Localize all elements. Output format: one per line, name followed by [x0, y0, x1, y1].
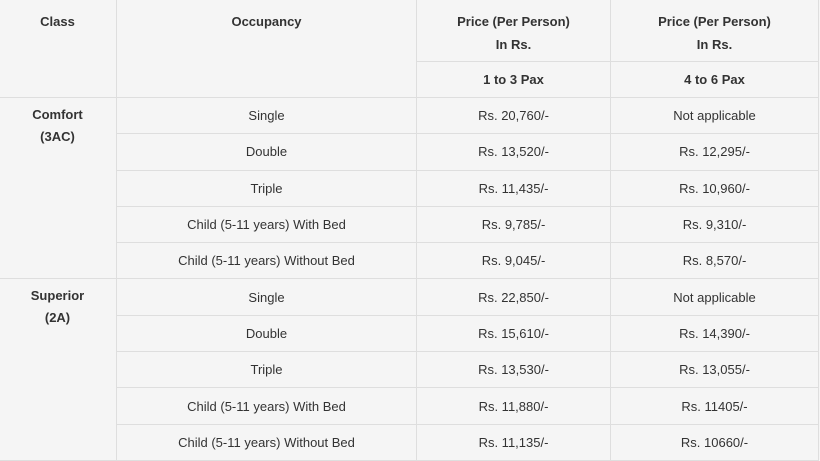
header-price-b-line1: Price (Per Person) — [658, 14, 771, 29]
table-row — [0, 98, 819, 134]
price-4-6-cell: Rs. 10,960/- — [611, 170, 819, 206]
class-cell-comfort — [0, 98, 117, 279]
header-price-a-line1: Price (Per Person) — [457, 14, 570, 29]
price-4-6-cell: Rs. 8,570/- — [611, 243, 819, 279]
price-1-3-cell: Rs. 11,880/- — [417, 388, 611, 424]
header-pax-1-3: 1 to 3 Pax — [417, 62, 611, 98]
occupancy-cell: Single — [117, 98, 417, 134]
price-4-6-cell: Rs. 11405/- — [611, 388, 819, 424]
price-1-3-cell: Rs. 15,610/- — [417, 315, 611, 351]
price-1-3-cell: Rs. 20,760/- — [417, 98, 611, 134]
table-row — [0, 388, 819, 424]
price-4-6-cell: Rs. 12,295/- — [611, 134, 819, 170]
occupancy-cell: Triple — [117, 170, 417, 206]
class-cell-superior — [0, 279, 117, 460]
header-price-b-line2: In Rs. — [696, 37, 733, 52]
price-1-3-cell: Rs. 22,850/- — [417, 279, 611, 315]
occupancy-cell: Double — [117, 134, 417, 170]
class-code: (2A) — [44, 310, 71, 326]
class-name: Superior — [30, 288, 85, 304]
price-4-6-cell: Not applicable — [611, 279, 819, 315]
occupancy-cell: Triple — [117, 352, 417, 388]
header-occupancy: Occupancy — [117, 0, 417, 98]
occupancy-cell: Child (5-11 years) With Bed — [117, 206, 417, 242]
price-4-6-cell: Rs. 9,310/- — [611, 206, 819, 242]
class-name: Comfort — [32, 107, 83, 122]
class-code: (3AC) — [40, 129, 75, 144]
table-row — [0, 206, 819, 242]
table-row — [0, 352, 819, 388]
table-row — [0, 279, 819, 315]
header-price-a-line2: In Rs. — [495, 37, 532, 52]
table-row — [0, 424, 819, 460]
header-price-a — [417, 0, 611, 62]
table-row — [0, 134, 819, 170]
occupancy-cell: Double — [117, 315, 417, 351]
table-row — [0, 170, 819, 206]
header-class: Class — [0, 0, 117, 98]
occupancy-cell: Child (5-11 years) With Bed — [117, 388, 417, 424]
price-4-6-cell: Not applicable — [611, 98, 819, 134]
table-row — [0, 243, 819, 279]
occupancy-cell: Single — [117, 279, 417, 315]
price-4-6-cell: Rs. 10660/- — [611, 424, 819, 460]
table-row — [0, 315, 819, 351]
price-4-6-cell: Rs. 14,390/- — [611, 315, 819, 351]
header-price-b — [611, 0, 819, 62]
header-pax-4-6: 4 to 6 Pax — [611, 62, 819, 98]
price-4-6-cell: Rs. 13,055/- — [611, 352, 819, 388]
occupancy-cell: Child (5-11 years) Without Bed — [117, 243, 417, 279]
price-1-3-cell: Rs. 9,785/- — [417, 206, 611, 242]
occupancy-cell: Child (5-11 years) Without Bed — [117, 424, 417, 460]
price-1-3-cell: Rs. 11,435/- — [417, 170, 611, 206]
price-1-3-cell: Rs. 9,045/- — [417, 243, 611, 279]
price-1-3-cell: Rs. 13,530/- — [417, 352, 611, 388]
price-1-3-cell: Rs. 13,520/- — [417, 134, 611, 170]
price-1-3-cell: Rs. 11,135/- — [417, 424, 611, 460]
